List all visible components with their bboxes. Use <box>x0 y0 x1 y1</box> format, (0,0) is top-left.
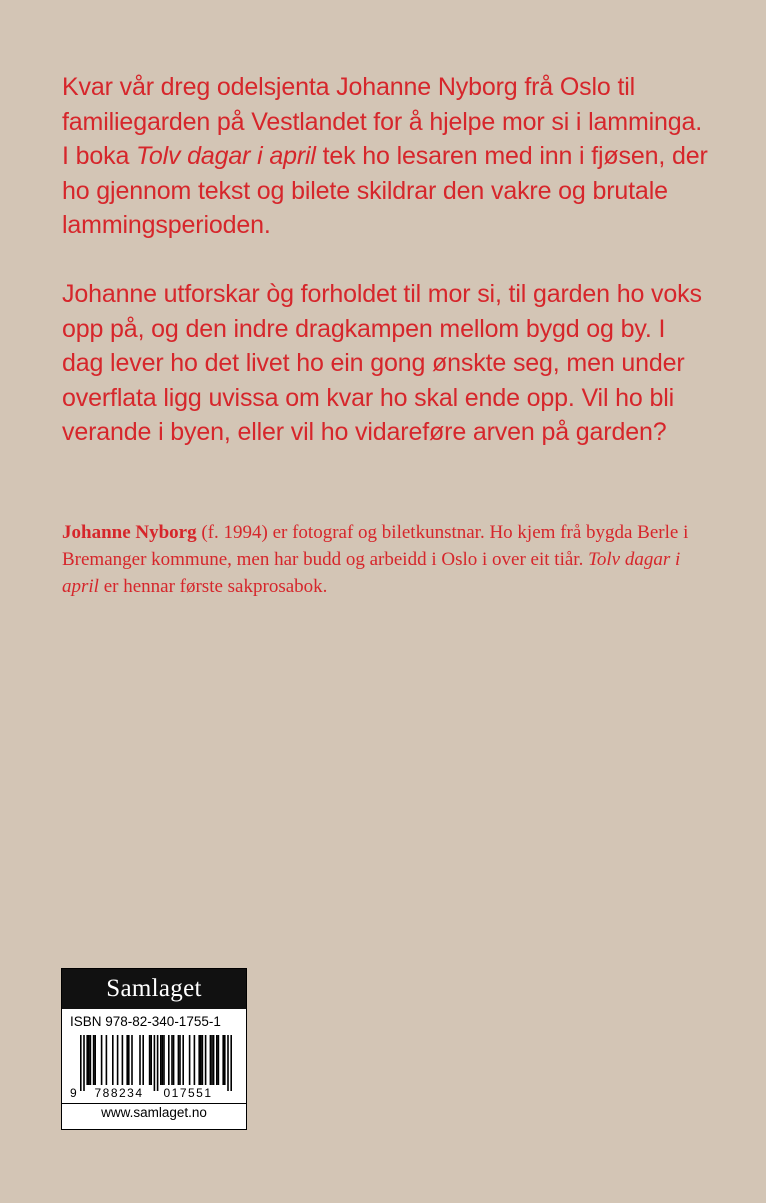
bio-text: er hennar første sakprosabok. <box>98 576 328 597</box>
barcode-bar <box>80 1035 82 1091</box>
barcode-right-digits: 017551 <box>163 1086 213 1099</box>
isbn-box <box>61 968 247 1130</box>
barcode-bar <box>194 1035 196 1085</box>
barcode-bar <box>142 1035 144 1085</box>
publisher-logo: Samlaget <box>62 969 246 1009</box>
blurb-paragraph-1 <box>62 70 712 243</box>
barcode-bar <box>224 1035 226 1085</box>
barcode-bar <box>227 1035 229 1091</box>
barcode-bar <box>150 1035 152 1085</box>
barcode-bar <box>216 1035 218 1085</box>
divider <box>62 1103 246 1104</box>
barcode-bar <box>83 1035 85 1091</box>
barcode-bar <box>160 1035 162 1085</box>
barcode-bar <box>128 1035 130 1085</box>
barcode-bar <box>122 1035 124 1085</box>
barcode-bar <box>210 1035 212 1085</box>
barcode-bar <box>163 1035 165 1085</box>
blurb-text: Kvar vår dreg odelsjenta Johanne Nyborg frå Oslo til familiegarden på Vestlandet for å hjelpe mor si i lamminga. I boka <box>62 73 703 170</box>
barcode-bar <box>230 1035 232 1091</box>
barcode <box>62 1031 246 1099</box>
barcode-bar <box>168 1035 170 1085</box>
barcode-bar <box>205 1035 207 1085</box>
barcode-bar <box>131 1035 133 1085</box>
barcode-bar <box>88 1035 90 1085</box>
barcode-bar <box>112 1035 114 1085</box>
barcode-bar <box>200 1035 202 1085</box>
barcode-bar <box>101 1035 103 1085</box>
barcode-bar <box>90 1035 92 1085</box>
barcode-bar <box>154 1035 156 1091</box>
barcode-left-digits: 788234 <box>94 1086 144 1099</box>
author-bio <box>62 519 702 600</box>
barcode-bar <box>171 1035 173 1085</box>
barcode-bar <box>157 1035 159 1091</box>
isbn-number: ISBN 978-82-340-1755-1 <box>70 1014 221 1029</box>
barcode-bar <box>173 1035 175 1085</box>
barcode-bar <box>211 1035 213 1085</box>
book-title: Tolv dagar i april <box>62 549 681 597</box>
barcode-bar <box>222 1035 224 1085</box>
barcode-bar <box>162 1035 164 1085</box>
barcode-bar <box>178 1035 180 1085</box>
barcode-bar <box>198 1035 200 1085</box>
barcode-bar <box>126 1035 128 1085</box>
barcode-bar <box>106 1035 108 1085</box>
barcode-first-digit: 9 <box>70 1086 77 1099</box>
barcode-bar <box>218 1035 220 1085</box>
barcode-bar <box>94 1035 96 1085</box>
author-name: Johanne Nyborg <box>62 522 197 543</box>
barcode-bar <box>179 1035 181 1085</box>
barcode-bar <box>202 1035 204 1085</box>
barcode-bar <box>149 1035 151 1085</box>
book-title: Tolv dagar i april <box>136 142 316 170</box>
blurb-text: tek ho lesaren med inn i fjøsen, der ho gjennom tekst og bilete skildrar den vakre og brutale lammingsperioden. <box>62 142 708 239</box>
publisher-url: www.samlaget.no <box>101 1105 207 1120</box>
barcode-bar <box>117 1035 119 1085</box>
barcode-bar <box>93 1035 95 1085</box>
barcode-bar <box>182 1035 184 1085</box>
barcode-bar <box>139 1035 141 1085</box>
barcode-graphic <box>68 1035 240 1099</box>
bio-text: (f. 1994) er fotograf og biletkunstnar. Ho kjem frå bygda Berle i Bremanger kommune, men har budd og arbeidd i Oslo i over eit tiår. <box>62 522 689 570</box>
barcode-bar <box>86 1035 88 1085</box>
barcode-bar <box>213 1035 215 1085</box>
blurb-paragraph-2: Johanne utforskar òg forholdet til mor si, til garden ho voks opp på, og den indre dragkampen mellom bygd og by. I dag lever ho det livet ho ein gong ønskte seg, men under overflata ligg uvissa om kvar ho skal ende opp. Vil ho bli verande i byen, eller vil ho vidareføre arven på garden? <box>62 280 702 446</box>
barcode-bar <box>189 1035 191 1085</box>
